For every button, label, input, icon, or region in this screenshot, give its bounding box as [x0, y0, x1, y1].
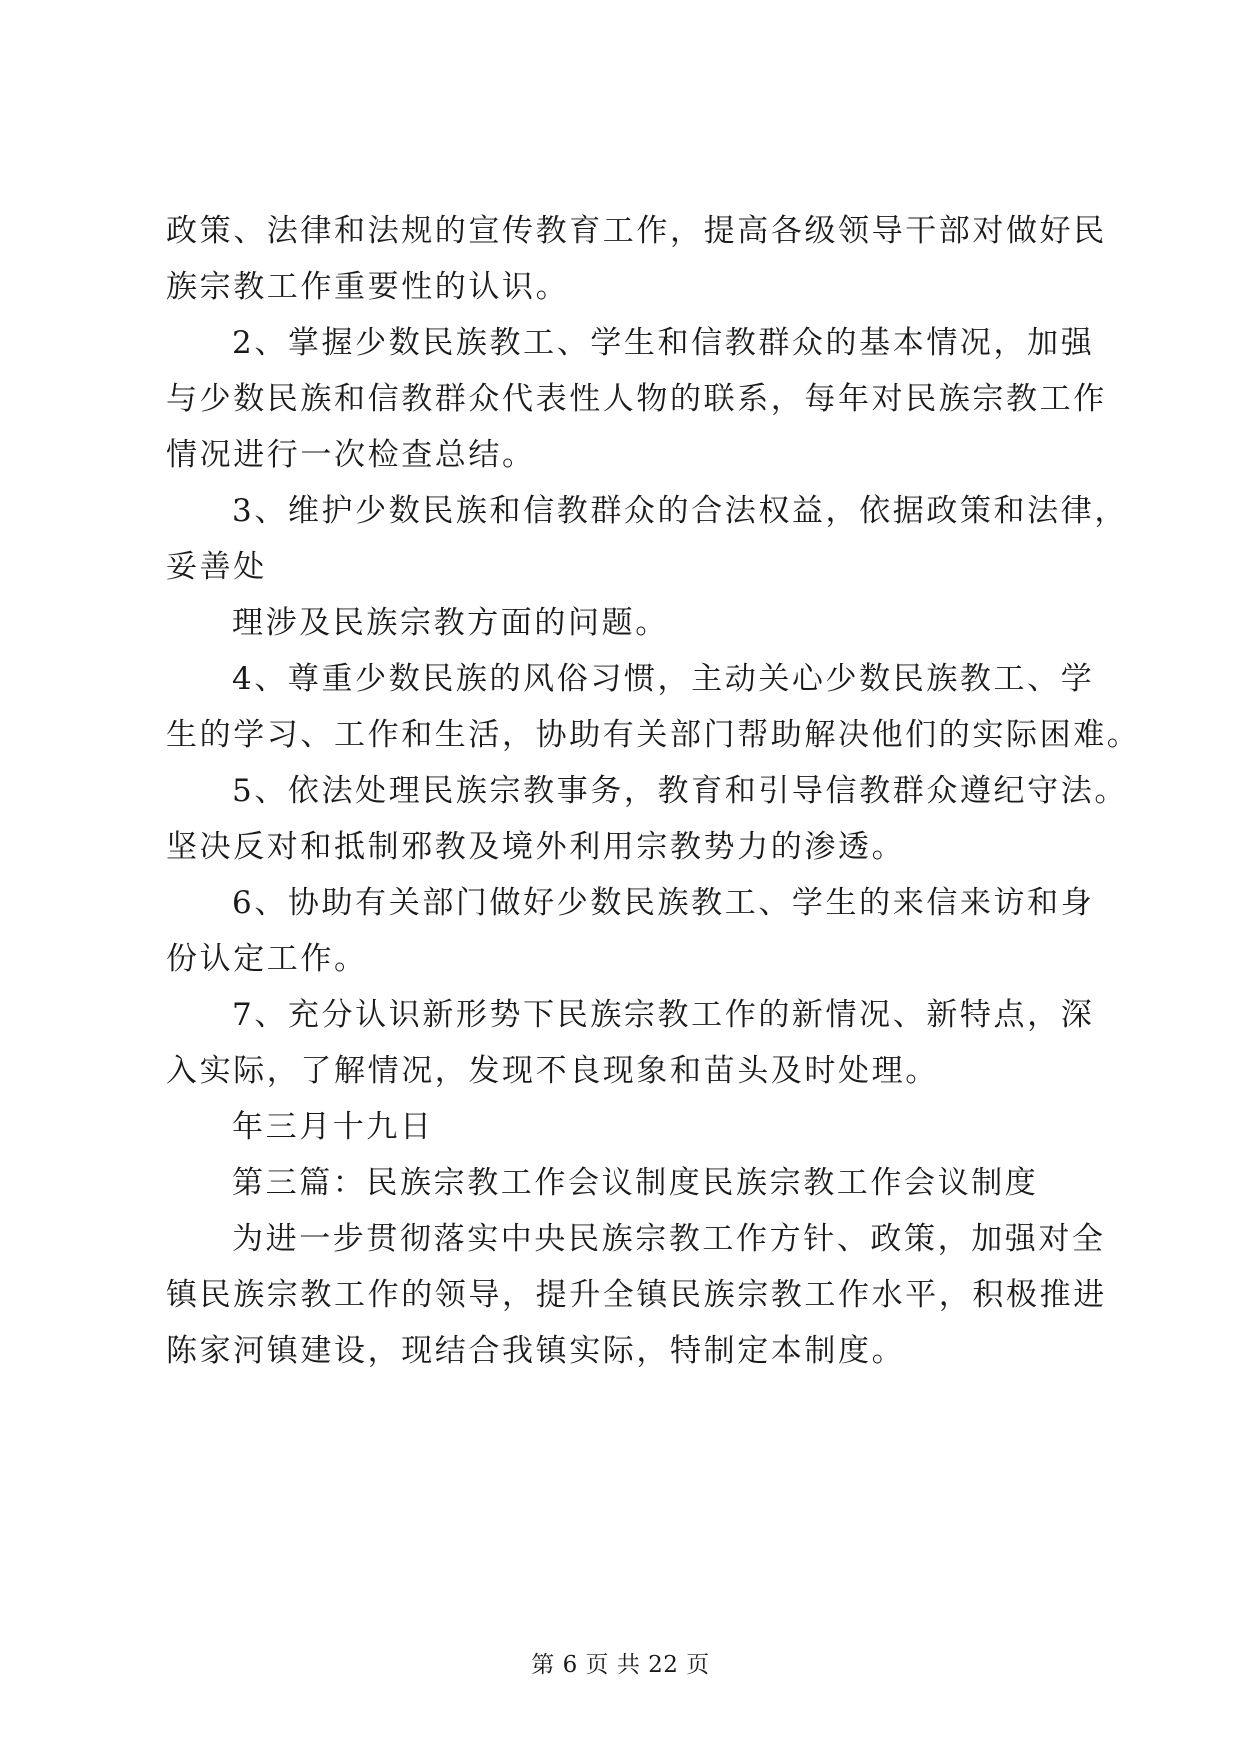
text-line: 与少数民族和信教群众代表性人物的联系，每年对民族宗教工作 — [166, 381, 1107, 417]
section-heading: 第三篇：民族宗教工作会议制度民族宗教工作会议制度 — [232, 1165, 1039, 1201]
text-line: 4、尊重少数民族的风俗习惯，主动关心少数民族教工、学 — [232, 661, 1095, 697]
text-line: 为进一步贯彻落实中央民族宗教工作方针、政策，加强对全 — [232, 1221, 1106, 1257]
text-line: 3、维护少数民族和信教群众的合法权益，依据政策和法律， — [232, 493, 1128, 529]
text-line: 7、充分认识新形势下民族宗教工作的新情况、新特点，深 — [232, 997, 1095, 1033]
text-line: 年三月十九日 — [232, 1109, 434, 1145]
text-line: 5、依法处理民族宗教事务，教育和引导信教群众遵纪守法。 — [232, 773, 1128, 809]
text-line: 情况进行一次检查总结。 — [166, 437, 536, 473]
text-line: 生的学习、工作和生活，协助有关部门帮助解决他们的实际困难。 — [166, 717, 1141, 753]
text-line: 份认定工作。 — [166, 941, 368, 977]
text-line: 妥善处 — [166, 549, 267, 585]
text-line: 理涉及民族宗教方面的问题。 — [232, 605, 669, 641]
text-line: 族宗教工作重要性的认识。 — [166, 269, 570, 305]
text-line: 2、掌握少数民族教工、学生和信教群众的基本情况，加强 — [232, 325, 1095, 361]
text-line: 6、协助有关部门做好少数民族教工、学生的来信来访和身 — [232, 885, 1095, 921]
text-line: 镇民族宗教工作的领导，提升全镇民族宗教工作水平，积极推进 — [166, 1277, 1107, 1313]
text-line: 政策、法律和法规的宣传教育工作，提高各级领导干部对做好民 — [166, 213, 1107, 249]
page-number-footer: 第 6 页 共 22 页 — [531, 1652, 710, 1678]
text-line: 陈家河镇建设，现结合我镇实际，特制定本制度。 — [166, 1333, 906, 1369]
text-line: 坚决反对和抵制邪教及境外利用宗教势力的渗透。 — [166, 829, 906, 865]
text-line: 入实际，了解情况，发现不良现象和苗头及时处理。 — [166, 1053, 939, 1089]
